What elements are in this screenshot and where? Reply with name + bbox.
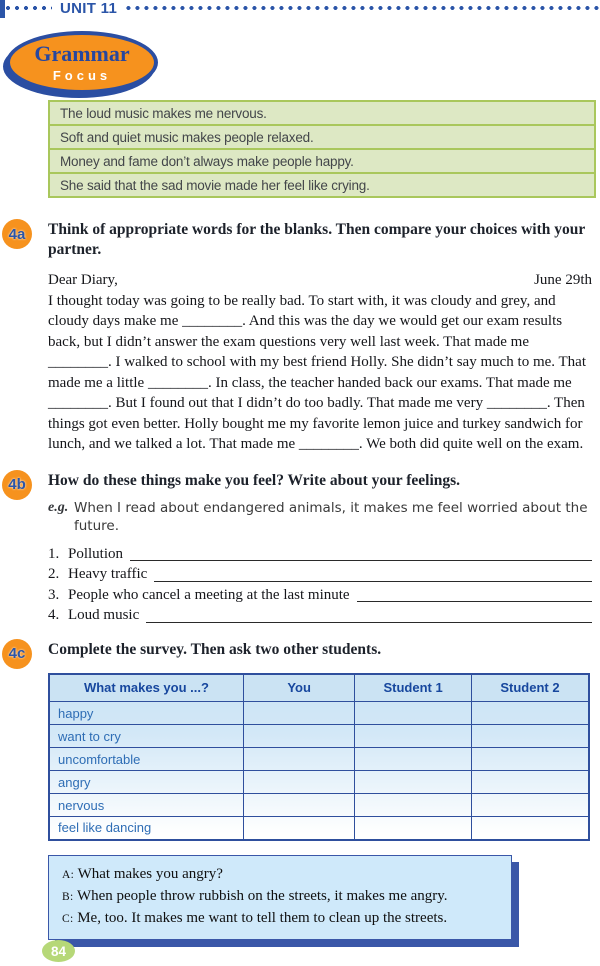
dotted-divider-left [0,4,52,12]
row-label: uncomfortable [49,748,243,771]
item-number: 4. [48,607,60,623]
item-text: People who cancel a meeting at the last minute [68,586,350,603]
survey-cell[interactable] [355,817,472,840]
survey-cell[interactable] [243,771,354,794]
row-label: angry [49,771,243,794]
section-4c-badge: 4c [2,639,32,669]
item-text: Heavy traffic [68,566,148,582]
section-4c [8,640,592,940]
grammar-focus-title: Grammar [34,40,130,66]
survey-cell[interactable] [355,748,472,771]
section-4c-heading: Complete the survey. Then ask two other students. [48,640,382,658]
row-label: want to cry [49,725,243,748]
grammar-sentence: Soft and quiet music makes people relaxed. [50,124,594,148]
dialogue-text: What makes you angry? [77,865,223,882]
grammar-focus-badge [6,31,158,94]
row-label: happy [49,702,243,725]
section-4b-badge: 4b [2,470,32,500]
table-row [49,771,589,794]
list-item [48,544,592,565]
column-header: Student 2 [471,674,589,702]
row-label: nervous [49,794,243,817]
survey-table [48,673,590,841]
dialogue-line [62,908,499,930]
diary-header [48,270,592,291]
column-header: What makes you ...? [49,674,243,702]
list-item [48,564,592,585]
section-4b-heading: How do these things make you feel? Write about your feelings. [48,471,461,489]
page-edge-mark [0,0,5,18]
dialogue-line [62,864,499,886]
section-4a [8,220,592,455]
survey-cell[interactable] [243,817,354,840]
table-row [49,748,589,771]
dotted-divider-right [125,4,600,12]
grammar-focus-box [48,100,596,198]
column-header: Student 1 [355,674,472,702]
table-row [49,817,589,840]
answer-line[interactable] [146,611,592,623]
speaker-label: C: [62,912,74,925]
dialogue-text: When people throw rubbish on the streets, it makes me angry. [76,887,448,904]
table-row [49,794,589,817]
survey-cell[interactable] [471,794,589,817]
example-sentence [48,499,588,536]
fill-in-list [48,544,592,626]
grammar-focus-subtitle: Focus [52,67,112,83]
survey-cell[interactable] [471,771,589,794]
section-4a-heading: Think of appropriate words for the blanks. Then compare your choices with your partner. [48,221,585,258]
dialogue-box [48,855,512,940]
item-number: 3. [48,586,60,603]
survey-cell[interactable] [355,771,472,794]
unit-title: UNIT 11 [60,0,118,17]
item-number: 1. [48,545,60,562]
survey-cell[interactable] [243,702,354,725]
survey-cell[interactable] [471,725,589,748]
survey-cell[interactable] [471,817,589,840]
survey-cell[interactable] [471,748,589,771]
list-item [48,605,592,626]
answer-line[interactable] [154,570,592,582]
answer-line[interactable] [357,590,592,602]
section-4a-badge: 4a [2,219,32,249]
survey-cell[interactable] [243,748,354,771]
unit-header [0,0,600,17]
list-item [48,585,592,606]
speaker-label: B: [62,890,74,903]
row-label: feel like dancing [49,817,243,840]
item-text: Pollution [68,545,124,562]
survey-cell[interactable] [355,725,472,748]
dialogue-line [62,886,499,908]
grammar-sentence: Money and fame don’t always make people happy. [50,148,594,172]
table-row [49,702,589,725]
item-number: 2. [48,566,60,582]
diary-date: June 29th [534,272,592,288]
column-header: You [243,674,354,702]
speaker-label: A: [62,868,75,881]
section-4b [8,471,592,626]
survey-cell[interactable] [243,725,354,748]
example-text: When I read about endangered animals, it makes me feel worried about the future. [74,499,588,534]
diary-salutation: Dear Diary, [48,272,118,288]
page-number-badge: 84 [42,940,75,962]
survey-cell[interactable] [355,702,472,725]
grammar-sentence: The loud music makes me nervous. [60,106,267,121]
dialogue-text: Me, too. It makes me want to tell them to clean up the streets. [77,909,448,926]
survey-cell[interactable] [243,794,354,817]
diary-entry [48,270,592,455]
item-text: Loud music [68,607,140,623]
survey-header-row [49,674,589,702]
grammar-sentence: She said that the sad movie made her feel like crying. [50,172,594,196]
survey-cell[interactable] [355,794,472,817]
survey-cell[interactable] [471,702,589,725]
table-row [49,725,589,748]
answer-line[interactable] [130,549,592,561]
example-label: e.g. [48,499,69,515]
diary-body: I thought today was going to be really bad. To start with, it was cloudy and grey, and cloudy days make me ________. And this was the day we would get our exam results back, but I didn’t answer the exam questions very well last week. That made me ________. I walked to school with my best friend Holly. She didn’t say much to me. That made me a little ________. In class, the teacher handed back our exams. That made me ________. But I found out that I didn’t do too badly. That made me very ________. Then things got even better. Holly bought me my favorite lemon juice and turkey sandwich for lunch, and we talked a lot. That made me ________. We both did quite well on the exam. [48,292,586,452]
